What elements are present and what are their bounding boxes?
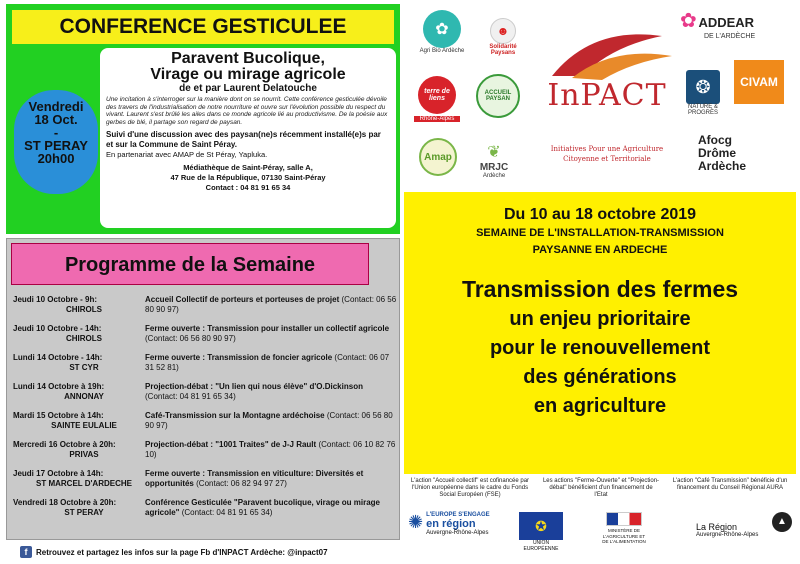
show-partner: En partenariat avec AMAP de St Péray, Yapluka. [106, 150, 268, 159]
civam-label: CIVAM [734, 60, 784, 104]
accueil-paysan-logo [468, 74, 528, 118]
event-contact: (Contact: 04 81 91 65 34) [181, 508, 273, 517]
event-when: Vendredi 18 Octobre à 20h: [13, 498, 117, 507]
ministere-logo [600, 512, 648, 545]
flower-icon: ✿ [680, 10, 697, 32]
inpact-logo [532, 26, 682, 176]
event-when: Jeudi 17 Octobre à 14h: [13, 469, 104, 478]
programme-list [13, 295, 397, 527]
show-title-line1: Paravent Bucolique, [171, 50, 325, 67]
leaf-icon: ❂ [686, 70, 720, 104]
mrjc-logo [470, 142, 518, 179]
show-author: de et par Laurent Delatouche [179, 83, 317, 94]
address-line1: Médiathèque de Saint-Péray, salle A, [183, 163, 313, 172]
eu-flag-icon: ✪ [519, 512, 563, 540]
europe-region-logo [408, 512, 508, 536]
highlight-panel [404, 192, 796, 474]
event-city: ST PERAY [64, 508, 104, 517]
conference-date-dash: - [53, 125, 59, 140]
list-item [13, 440, 397, 469]
nature-progres-logo [680, 70, 726, 116]
conference-date-badge [14, 90, 98, 194]
funding-text-2: Les actions "Ferme-Ouverte" et "Projection-débat" bénéficient d'un financement de l'Etat [542, 478, 660, 498]
afocg-label: Afocg [698, 133, 732, 147]
agribio-logo [412, 10, 472, 54]
europe-line1: L'EUROPE S'ENGAGE [426, 512, 490, 518]
people-icon: ☻ [490, 18, 516, 44]
footer [20, 546, 328, 558]
event-what: Ferme ouverte : Transmission pour installer un collectif agricole [145, 324, 390, 333]
event-what: Projection-débat : "Un lien qui nous élève" d'O.Dickinson [145, 382, 363, 391]
terre-liens-label: terre de liens [418, 76, 456, 114]
event-city: ST MARCEL D'ARDECHE [36, 479, 132, 488]
sprout-icon: ❦ [487, 144, 501, 161]
address-line2: 47 Rue de la République, 07130 Saint-Péray [170, 173, 326, 182]
inpact-tagline [532, 144, 682, 164]
event-contact: (Contact: 04 81 91 65 34) [145, 392, 236, 401]
mrjc-sub: Ardèche [482, 173, 506, 179]
highlight-headline: Transmission des fermes [461, 276, 739, 302]
list-item [13, 353, 397, 382]
event-what: Ferme ouverte : Transmission en viticulture: Diversités et opportunités [145, 469, 364, 488]
event-when: Lundi 14 Octobre à 19h: [13, 382, 105, 391]
highlight-sub-3: des générations [523, 366, 677, 388]
highlight-dates: Du 10 au 18 octobre 2019 [503, 206, 697, 223]
event-when: Lundi 14 Octobre - 14h: [13, 353, 103, 362]
event-contact: (Contact: 06 56 80 90 97) [145, 334, 236, 343]
show-address [106, 163, 390, 193]
event-when: Mardi 15 Octobre à 14h: [13, 411, 104, 420]
event-city: CHIROLS [66, 334, 102, 343]
mrjc-label: MRJC [479, 162, 509, 173]
agribio-label: Agri Bio Ardèche [419, 48, 465, 54]
list-item [13, 411, 397, 440]
conference-title: CONFERENCE GESTICULEE [12, 10, 394, 44]
region-line2: Auvergne-Rhône-Alpes [696, 532, 759, 538]
terre-liens-region: Rhône-Alpes [414, 116, 460, 122]
highlight-sub-2: pour le renouvellement [489, 337, 711, 359]
conference-time: 20h00 [37, 151, 75, 166]
flower-icon: ✿ [423, 10, 461, 48]
funding-panel [404, 476, 796, 560]
europe-line2: en région [426, 518, 476, 530]
event-city: PRIVAS [69, 450, 99, 459]
event-contact: (Contact: 06 56 80 90 97) [145, 295, 397, 314]
drome-label: Drôme [698, 146, 737, 160]
stars-icon: ✺ [408, 512, 424, 532]
programme-title: Programme de la Semaine [11, 243, 369, 285]
footer-text: Retrouvez et partagez les infos sur la page Fb d'INPACT Ardèche: @inpact07 [36, 547, 328, 557]
conference-date-day: Vendredi [28, 99, 84, 114]
conference-date-num: 18 Oct. [34, 112, 78, 127]
region-line1: La Région [696, 522, 738, 532]
civam-logo [734, 60, 790, 104]
amap-logo [416, 138, 460, 176]
show-description: Une incitation à s'interroger sur la manière dont on se nourrit. Cette conférence gesticulée dévoile des travers de l'industrialisation de notre nourriture et ouvre sur l'évolution possible du respect du vivant. Laurent s'est brûlé les ailes dans ce monde agricole lié au productivisme. De la poésie aux gerbes de blé, il partage son regard de paysan. [106, 96, 388, 126]
addear-label: ADDEAR [698, 15, 755, 30]
list-item [13, 382, 397, 411]
accueil-paysan-label: ACCUEIL PAYSAN [476, 74, 520, 118]
event-what: Accueil Collectif de porteurs et porteuses de projet [145, 295, 340, 304]
event-what: Conférence Gesticulée "Paravent bucolique, virage ou mirage agricole" [145, 498, 380, 517]
europe-line3: Auvergne-Rhône-Alpes [426, 530, 489, 536]
conference-place: ST PERAY [24, 138, 88, 153]
event-what: Ferme ouverte : Transmission de foncier agricole [145, 353, 333, 362]
solidarite-label: Solidarité Paysans [489, 44, 517, 56]
event-contact: (Contact: 06 10 82 76 10) [145, 440, 396, 459]
event-what: Projection-débat : "1001 Traites" de J-J Rault [145, 440, 317, 449]
partner-logos [404, 4, 796, 190]
event-city: ANNONAY [64, 392, 104, 401]
event-city: SAINTE EULALIE [51, 421, 117, 430]
event-city: ST CYR [69, 363, 99, 372]
inpact-word: InPACT [547, 78, 667, 113]
highlight-sub-1: un enjeu prioritaire [509, 308, 691, 330]
region-icon: ▲ [772, 512, 792, 532]
solidarite-logo [478, 18, 528, 56]
programme-panel [6, 238, 400, 540]
facebook-icon: f [20, 546, 32, 558]
list-item [13, 324, 397, 353]
region-logo [696, 512, 792, 538]
address-contact: Contact : 04 81 91 65 34 [205, 183, 291, 192]
amap-label: Amap [419, 138, 457, 176]
addear-logo [680, 8, 790, 40]
event-contact: (Contact: 06 07 31 52 81) [145, 353, 390, 372]
event-city: CHIROLS [66, 305, 102, 314]
inpact-tagline-2: Citoyenne et Territoriale [563, 155, 651, 163]
event-when: Mercredi 16 Octobre à 20h: [13, 440, 116, 449]
ardeche-label: Ardèche [698, 159, 747, 173]
addear-sub: DE L'ARDÈCHE [704, 33, 756, 40]
highlight-week-2: PAYSANNE EN ARDECHE [532, 244, 668, 256]
show-follow-up: Suivi d'une discussion avec des paysan(ne)s récemment installé(e)s par et sur la Commune de Saint Péray. [106, 130, 381, 149]
ministere-label: MINISTÈRE DE L'AGRICULTURE ET DE L'ALIMENTATION [602, 528, 646, 544]
afocg-logo [698, 134, 788, 173]
event-contact: (Contact: 06 56 80 90 97) [145, 411, 393, 430]
terre-liens-logo [414, 76, 460, 122]
funding-text-3: L'action "Café Transmission" bénéficie d'un financement du Conseil Régional AURA [672, 478, 788, 491]
list-item [13, 469, 397, 498]
show-title-line2: Virage ou mirage agricole [150, 66, 346, 83]
event-when: Jeudi 10 Octobre - 9h: [13, 295, 98, 304]
event-when: Jeudi 10 Octobre - 14h: [13, 324, 102, 333]
eu-label: UNION EUROPÉENNE [523, 540, 559, 552]
eu-flag-logo [516, 512, 566, 552]
inpact-flame-icon [532, 26, 682, 86]
list-item [13, 295, 397, 324]
event-what: Café-Transmission sur la Montagne ardéchoise [145, 411, 325, 420]
highlight-week-1: SEMAINE DE L'INSTALLATION-TRANSMISSION [476, 227, 724, 239]
conference-details [100, 48, 396, 228]
nature-progres-label: NATURE & PROGRÈS [687, 104, 718, 116]
inpact-tagline-1: Initiatives Pour une Agriculture [550, 145, 664, 153]
highlight-sub-4: en agriculture [533, 395, 667, 417]
funding-text-1: L'action "Accueil collectif" est cofinancée par l'Union européenne dans le cadre du Fonds Social Européen (FSE) [410, 478, 530, 498]
list-item [13, 498, 397, 527]
conference-panel [6, 4, 400, 234]
marianne-icon [606, 512, 642, 526]
event-contact: (Contact: 06 82 94 97 27) [196, 479, 287, 488]
